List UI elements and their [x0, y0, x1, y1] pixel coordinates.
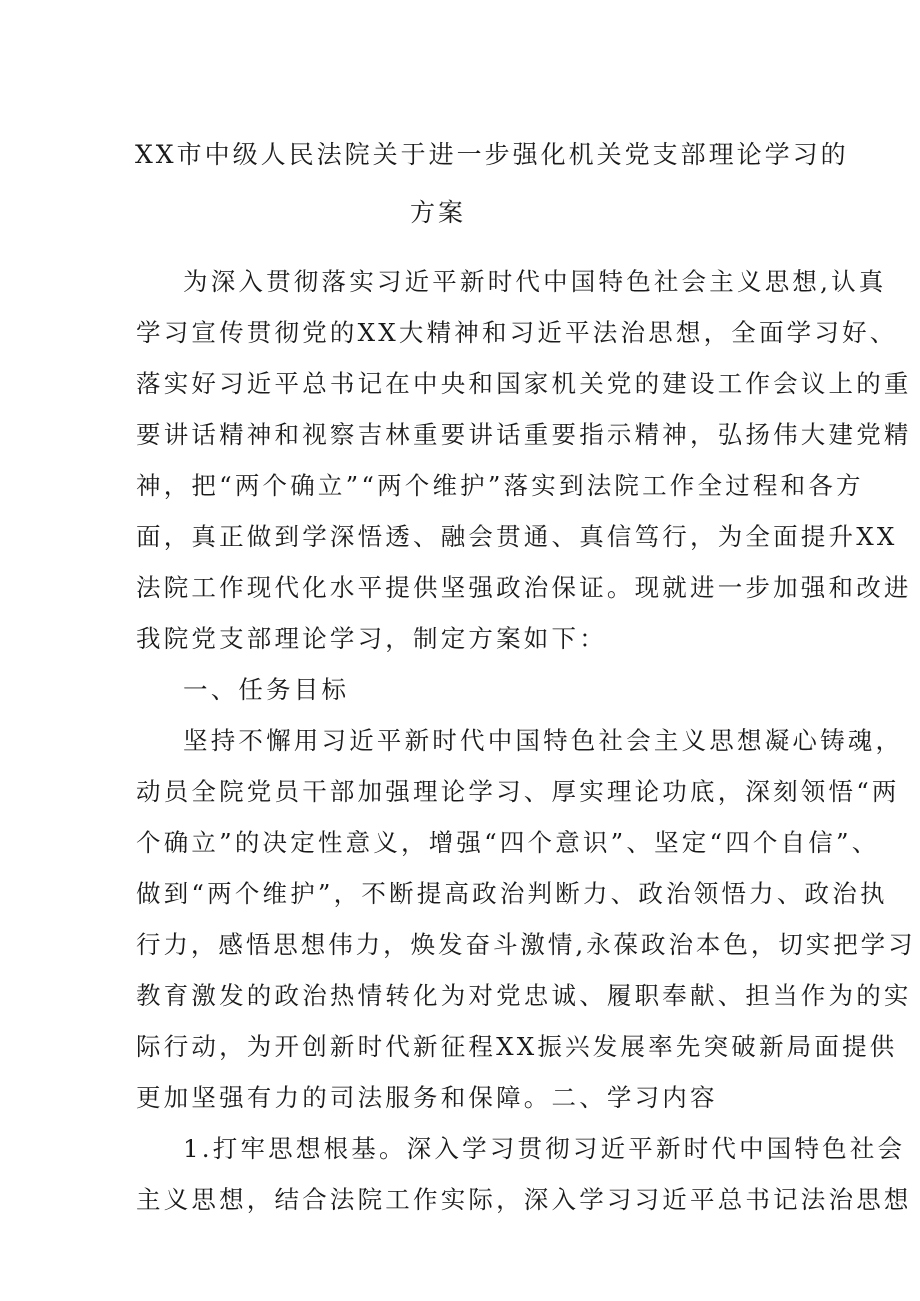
- section-heading: 一、任务目标: [183, 675, 350, 704]
- paragraph-line: 坚持不懈用习近平新时代中国特色社会主义思想凝心铸魂，: [183, 726, 904, 755]
- document-title-line-2: 方案: [410, 198, 467, 227]
- paragraph-line: 动员全院党员干部加强理论学习、厚实理论功底，深刻领悟“两: [136, 777, 900, 806]
- paragraph-line: 教育激发的政治热情转化为对党忠诚、履职奉献、担当作为的实: [136, 981, 912, 1010]
- paragraph-line: 要讲话精神和视察吉林重要讲话重要指示精神，弘扬伟大建党精: [136, 420, 912, 449]
- paragraph-line: 做到“两个维护”，不断提高政治判断力、政治领悟力、政治执: [136, 879, 888, 908]
- paragraph-line: 个确立”的决定性意义，增强“四个意识”、坚定“四个自信”、: [136, 828, 880, 857]
- paragraph-line: 学习宣传贯彻党的XX大精神和习近平法治思想，全面学习好、: [136, 318, 898, 347]
- paragraph-line: 主义思想，结合法院工作实际，深入学习习近平总书记法治思想: [136, 1185, 912, 1214]
- document-title-line-1: XX市中级人民法院关于进一步强化机关党支部理论学习的: [135, 140, 849, 169]
- paragraph-line: 更加坚强有力的司法服务和保障。二、学习内容: [136, 1083, 718, 1112]
- paragraph-line: 行力，感悟思想伟力，焕发奋斗激情,永葆政治本色，切实把学习: [136, 930, 916, 959]
- paragraph-line: 落实好习近平总书记在中央和国家机关党的建设工作会议上的重: [136, 369, 912, 398]
- paragraph-line: 为深入贯彻落实习近平新时代中国特色社会主义思想,认真: [183, 267, 887, 296]
- paragraph-line: 面，真正做到学深悟透、融会贯通、真信笃行，为全面提升XX: [136, 522, 898, 551]
- paragraph-line: 神，把“两个确立”“两个维护”落实到法院工作全过程和各方: [136, 471, 864, 500]
- paragraph-line: 法院工作现代化水平提供坚强政治保证。现就进一步加强和改进: [136, 573, 912, 602]
- paragraph-line: 我院党支部理论学习，制定方案如下：: [136, 624, 607, 653]
- paragraph-line: 际行动，为开创新时代新征程XX振兴发展率先突破新局面提供: [136, 1032, 898, 1061]
- paragraph-line: 1.打牢思想根基。深入学习贯彻习近平新时代中国特色社会: [183, 1134, 906, 1163]
